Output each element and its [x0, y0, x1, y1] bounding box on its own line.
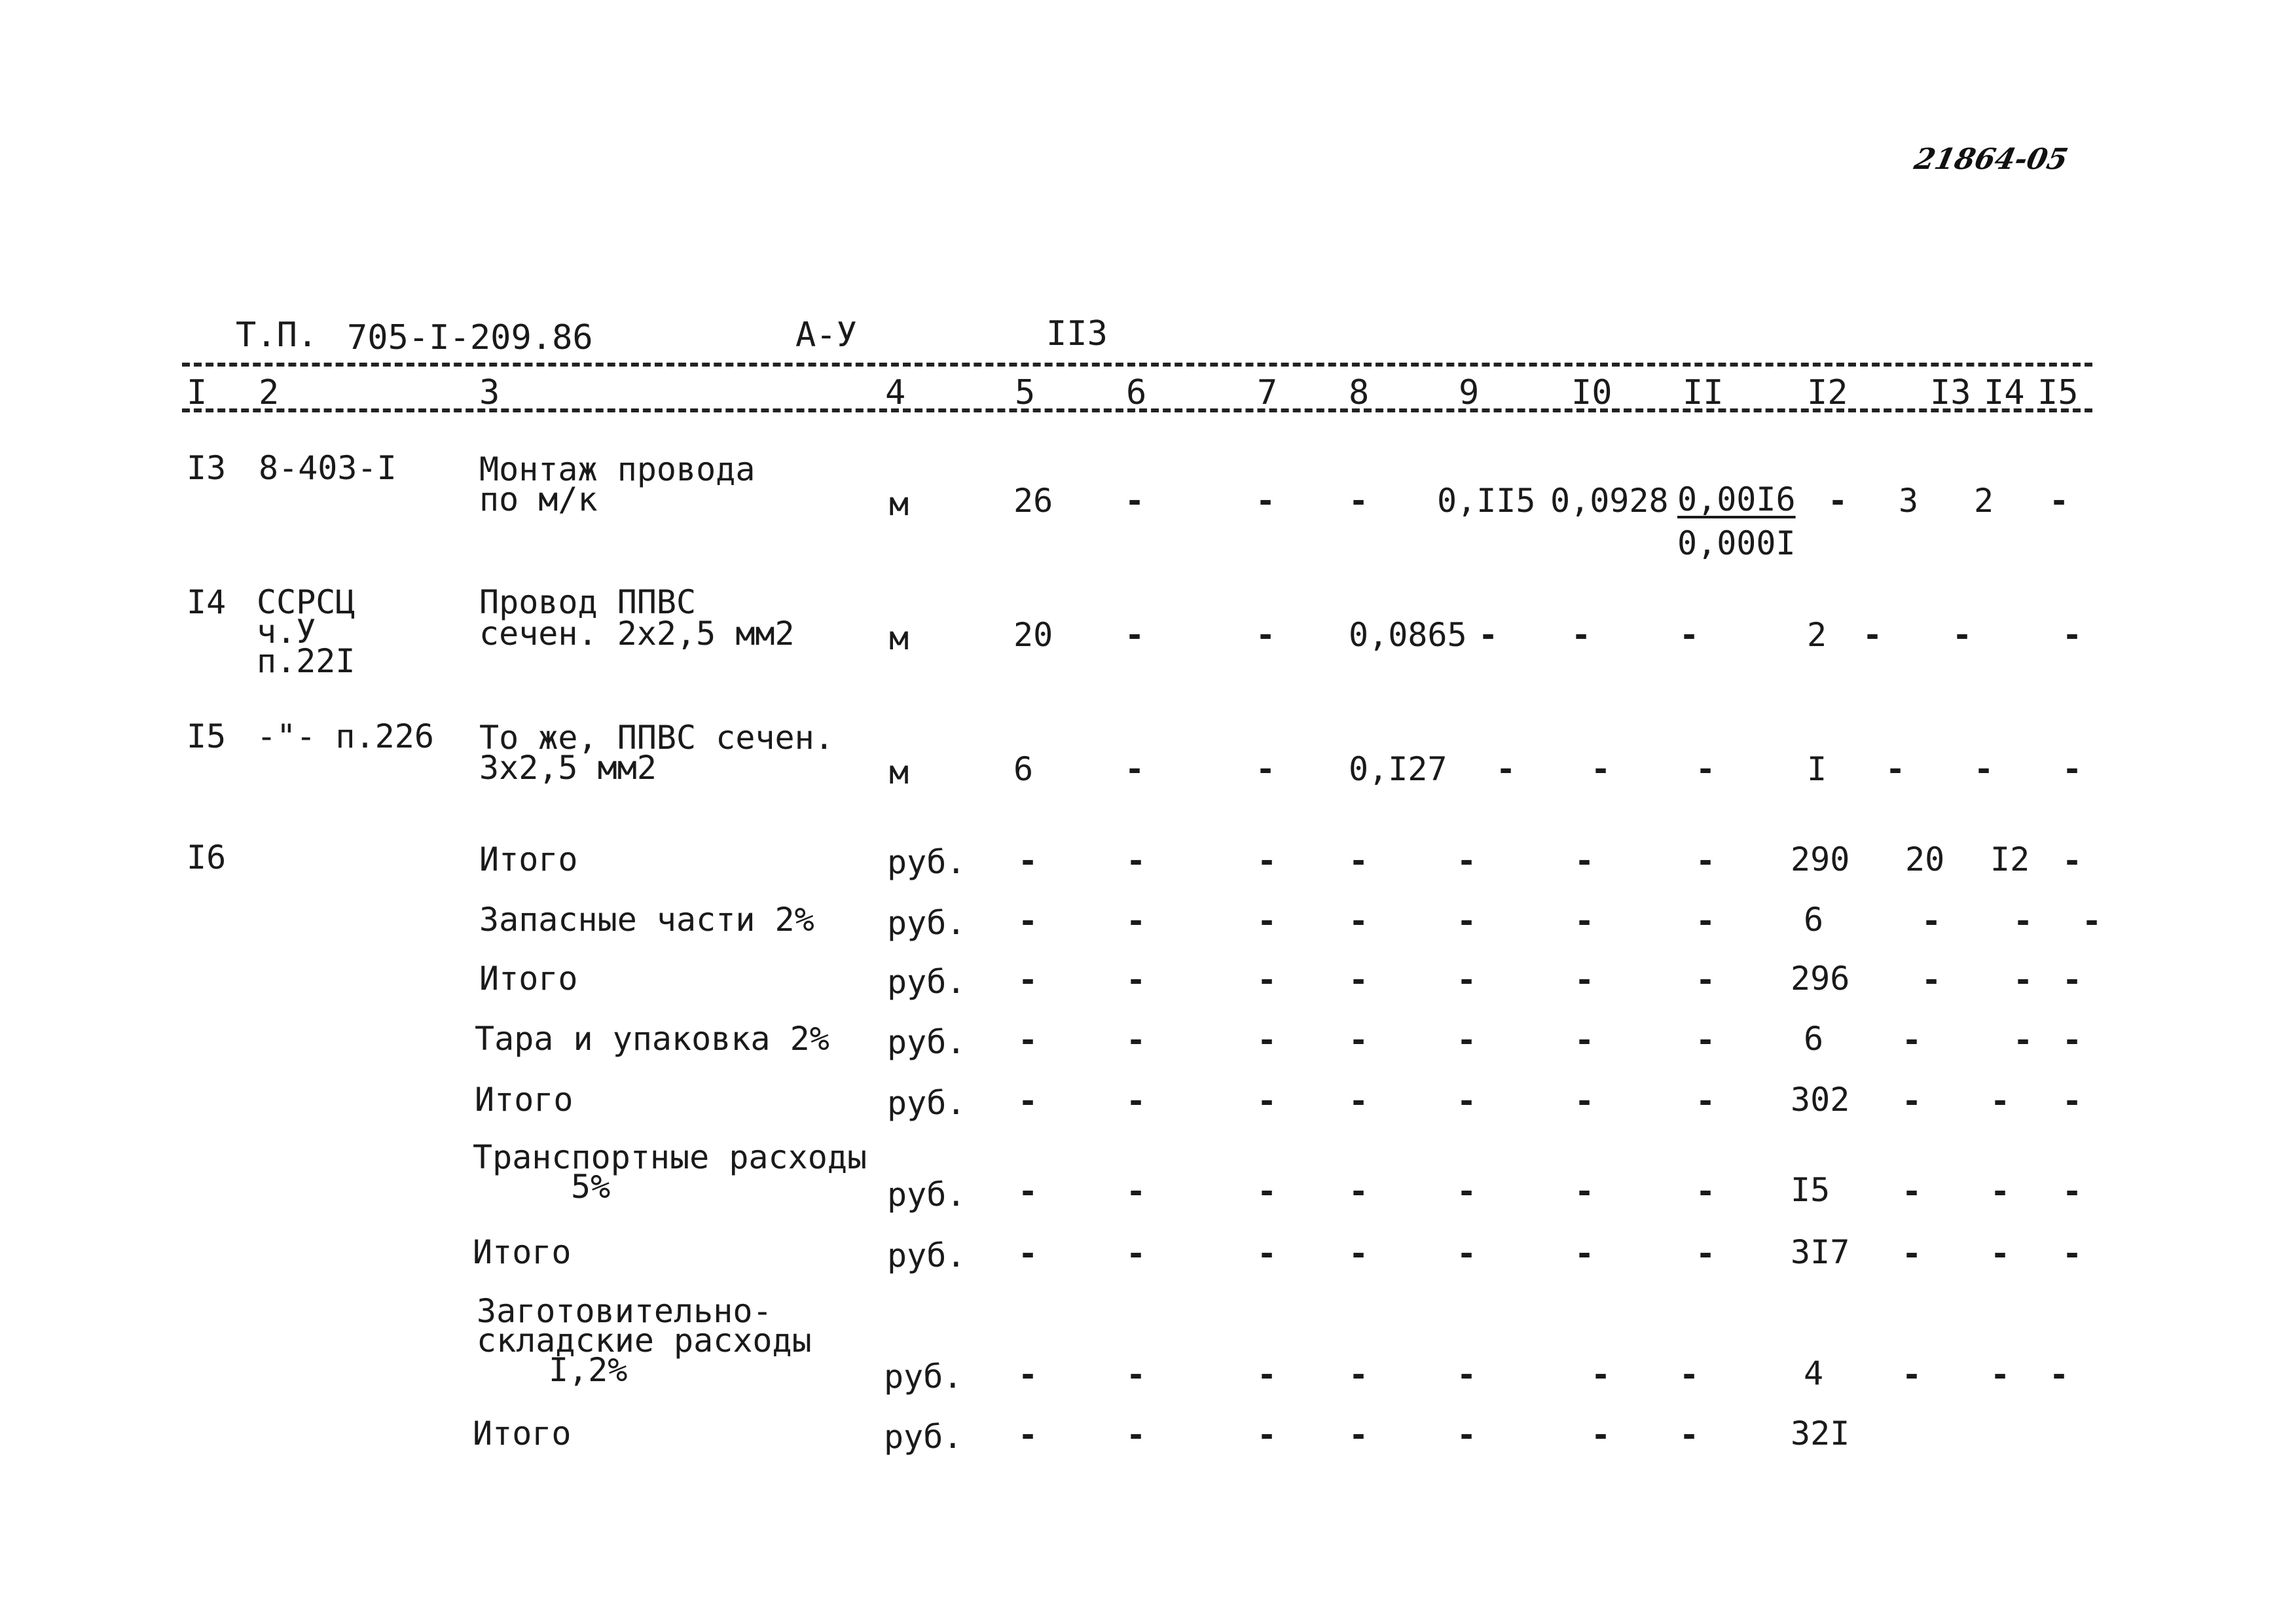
cell-col15: -: [2062, 1235, 2083, 1272]
cell-col5: -: [1018, 1021, 1038, 1059]
cell-col14: -: [1990, 1172, 2011, 1210]
cell-col11: -: [1696, 961, 1716, 999]
totals-label: складские расходы: [477, 1322, 812, 1360]
cell-col7: -: [1257, 1356, 1277, 1394]
cell-col6: -: [1126, 1172, 1146, 1210]
totals-unit: руб.: [884, 1358, 963, 1396]
cell-col10: -: [1575, 1082, 1595, 1120]
column-header-5: 5: [1015, 373, 1036, 412]
row-description: сечен. 2х2,5 мм2: [479, 615, 795, 653]
cell-col15: -: [2062, 1021, 2083, 1059]
cell-col11: -: [1696, 1021, 1716, 1059]
cell-col6: -: [1125, 750, 1145, 788]
cell-col14: 2: [1974, 482, 1994, 520]
cell-col9: -: [1457, 1021, 1477, 1059]
row-reference: -"- п.226: [257, 717, 434, 755]
row-unit: м: [889, 485, 909, 523]
cell-col8: -: [1349, 1172, 1369, 1210]
cell-col10: -: [1591, 1416, 1611, 1454]
cell-col15: -: [2062, 750, 2083, 788]
cell-col12: 4: [1804, 1354, 1824, 1392]
cell-col8: 0,0865: [1349, 616, 1467, 654]
cell-col10: -: [1575, 1235, 1595, 1272]
cell-col9: -: [1457, 842, 1477, 880]
cell-col13: -: [1886, 750, 1906, 788]
cell-col11: -: [1696, 1235, 1716, 1272]
column-header-6: 6: [1126, 373, 1147, 412]
cell-col8: -: [1349, 1082, 1369, 1120]
cell-col14: -: [1974, 750, 1994, 788]
cell-col13: -: [1863, 616, 1883, 654]
section-label: А-У: [795, 316, 857, 355]
cell-col14: -: [1952, 616, 1973, 654]
cell-col5: 20: [1013, 616, 1053, 654]
cell-col7: -: [1256, 482, 1276, 520]
cell-col13: -: [1922, 902, 1942, 940]
cell-col5: -: [1018, 1416, 1038, 1454]
totals-label: 5%: [571, 1168, 611, 1206]
cell-col13: -: [1902, 1082, 1922, 1120]
cell-col8: -: [1349, 1416, 1369, 1454]
cell-col14: -: [2013, 1021, 2033, 1059]
cell-col9: -: [1457, 1082, 1477, 1120]
column-header-15: I5: [2037, 373, 2079, 412]
cell-col14: -: [2013, 902, 2033, 940]
cell-col7: -: [1257, 1416, 1277, 1454]
totals-unit: руб.: [884, 1418, 963, 1456]
cell-col10: -: [1575, 1172, 1595, 1210]
row-description: по м/к: [479, 480, 598, 518]
cell-col7: -: [1257, 842, 1277, 880]
cell-col9: -: [1457, 1172, 1477, 1210]
totals-label: Итого: [479, 840, 578, 878]
cell-col12: 2: [1807, 616, 1827, 654]
row-reference: 8-403-I: [259, 449, 397, 487]
project-number: 705-I-209.86: [347, 318, 593, 357]
cell-col15: -: [2062, 961, 2083, 999]
cell-col6: -: [1126, 1235, 1146, 1272]
column-header-11: II: [1683, 373, 1724, 412]
column-header-9: 9: [1459, 373, 1480, 412]
cell-col12: 3I7: [1791, 1233, 1850, 1271]
cell-col9: -: [1457, 1235, 1477, 1272]
cell-col6: -: [1126, 1021, 1146, 1059]
cell-col13: 3: [1899, 482, 1919, 520]
cell-col6: -: [1126, 1082, 1146, 1120]
cell-col9: -: [1457, 902, 1477, 940]
row-unit: м: [889, 619, 909, 657]
cell-col6: -: [1126, 842, 1146, 880]
cell-col11: -: [1696, 842, 1716, 880]
cell-col5: 26: [1013, 482, 1053, 520]
cell-col10: -: [1591, 1356, 1611, 1394]
cell-col9: -: [1496, 750, 1516, 788]
cell-col8: 0,I27: [1349, 750, 1448, 788]
cell-col13: -: [1922, 961, 1942, 999]
cell-col7: -: [1257, 1082, 1277, 1120]
cell-col5: -: [1018, 1082, 1038, 1120]
cell-col10: -: [1591, 750, 1611, 788]
cell-col8: -: [1349, 842, 1369, 880]
cell-col5: -: [1018, 1356, 1038, 1394]
totals-label: Итого: [473, 1233, 572, 1271]
cell-col11-second: 0,000I: [1677, 524, 1796, 562]
totals-unit: руб.: [887, 1084, 966, 1122]
cell-col15: -: [2062, 1172, 2083, 1210]
cell-col13: -: [1902, 1021, 1922, 1059]
row-number: I4: [187, 583, 227, 621]
row-reference: ч.У: [257, 613, 316, 651]
cell-col9: -: [1457, 1356, 1477, 1394]
cell-col6: -: [1126, 902, 1146, 940]
column-header-8: 8: [1349, 373, 1370, 412]
cell-col11: -: [1696, 1082, 1716, 1120]
row-description: 3х2,5 мм2: [479, 749, 657, 787]
cell-col15: -: [2062, 616, 2083, 654]
totals-label: Тара и упаковка 2%: [475, 1020, 829, 1058]
column-header-3: 3: [479, 373, 500, 412]
totals-label: Итого: [479, 960, 578, 998]
totals-label: Заготовительно-: [477, 1292, 773, 1330]
cell-col11: -: [1679, 1356, 1700, 1394]
cell-col8: -: [1349, 902, 1369, 940]
cell-col6: -: [1126, 1356, 1146, 1394]
row-unit: м: [889, 753, 909, 791]
cell-col7: -: [1257, 961, 1277, 999]
cell-col15: -: [2049, 1356, 2069, 1394]
handwritten-document-number: 21864-05: [1911, 143, 2071, 176]
cell-col13: -: [1902, 1172, 1922, 1210]
column-header-7: 7: [1257, 373, 1278, 412]
cell-col12: -: [1828, 482, 1848, 520]
column-header-1: I: [187, 373, 208, 412]
cell-col10: -: [1571, 616, 1592, 654]
cell-col5: -: [1018, 1172, 1038, 1210]
row-reference: п.22I: [257, 642, 355, 680]
cell-col5: -: [1018, 961, 1038, 999]
totals-label: Запасные части 2%: [479, 901, 814, 939]
cell-col7: -: [1256, 616, 1276, 654]
totals-label: I,2%: [549, 1351, 628, 1389]
cell-col15: -: [2082, 902, 2102, 940]
cell-col8: -: [1349, 961, 1369, 999]
cell-col9: -: [1457, 1416, 1477, 1454]
cell-col8: -: [1349, 1235, 1369, 1272]
cell-col5: -: [1018, 842, 1038, 880]
cell-col15: -: [2049, 482, 2069, 520]
totals-unit: руб.: [887, 904, 966, 942]
cell-col13: 20: [1905, 840, 1945, 878]
cell-col12: 32I: [1791, 1415, 1850, 1453]
cell-col13: -: [1902, 1356, 1922, 1394]
row-description: Провод ППВС: [479, 583, 697, 621]
totals-label: Итого: [475, 1081, 574, 1119]
cell-col14: -: [1990, 1082, 2011, 1120]
cell-col9: 0,II5: [1437, 482, 1536, 520]
cell-col5: 6: [1013, 750, 1034, 788]
column-header-2: 2: [259, 373, 280, 412]
cell-col7: -: [1257, 1172, 1277, 1210]
cell-col14: -: [1990, 1235, 2011, 1272]
cell-col12: 290: [1791, 840, 1850, 878]
row-description: То же, ППВС сечен.: [479, 719, 834, 757]
cell-col8: -: [1349, 1021, 1369, 1059]
cell-col6: -: [1126, 1416, 1146, 1454]
totals-unit: руб.: [887, 1236, 966, 1274]
cell-col6: -: [1126, 961, 1146, 999]
cell-col12: 302: [1791, 1081, 1850, 1119]
cell-col7: -: [1257, 1021, 1277, 1059]
cell-col11: -: [1696, 750, 1716, 788]
code-label: Т.П.: [236, 316, 318, 355]
cell-col10: -: [1575, 1021, 1595, 1059]
column-header-14: I4: [1984, 373, 2025, 412]
page-number: II3: [1046, 314, 1108, 353]
cell-col13: -: [1902, 1235, 1922, 1272]
totals-unit: руб.: [887, 843, 966, 881]
row-number: I3: [187, 449, 227, 487]
row-reference: ССРСЦ: [257, 583, 355, 621]
cell-col7: -: [1257, 1235, 1277, 1272]
cell-col14: -: [2013, 961, 2033, 999]
cell-col11: 0,00I6: [1677, 480, 1796, 518]
totals-row-number: I6: [187, 839, 227, 876]
cell-col7: -: [1257, 902, 1277, 940]
row-description: Монтаж провода: [479, 450, 756, 488]
totals-unit: руб.: [887, 1023, 966, 1061]
cell-col11: -: [1679, 1416, 1700, 1454]
cell-col8: -: [1349, 1356, 1369, 1394]
cell-col7: -: [1256, 750, 1276, 788]
cell-col10: 0,0928: [1550, 482, 1669, 520]
totals-unit: руб.: [887, 963, 966, 1001]
cell-col12: I: [1807, 750, 1827, 788]
column-header-10: I0: [1571, 373, 1613, 412]
cell-col15: -: [2062, 1082, 2083, 1120]
cell-col12: 6: [1804, 901, 1824, 939]
cell-col10: -: [1575, 902, 1595, 940]
row-number: I5: [187, 717, 227, 755]
cell-col15: -: [2062, 842, 2083, 880]
cell-col6: -: [1125, 616, 1145, 654]
column-header-4: 4: [885, 373, 906, 412]
cell-col5: -: [1018, 1235, 1038, 1272]
totals-label: Итого: [473, 1415, 572, 1453]
cell-col11: -: [1696, 1172, 1716, 1210]
cell-col14: -: [1990, 1356, 2011, 1394]
cell-col12: 6: [1804, 1020, 1824, 1058]
cell-col11: -: [1696, 902, 1716, 940]
cell-col9: -: [1478, 616, 1499, 654]
cell-col12: 296: [1791, 960, 1850, 998]
cell-col5: -: [1018, 902, 1038, 940]
column-header-13: I3: [1930, 373, 1971, 412]
header-top-rule: [182, 363, 2092, 367]
cell-col6: -: [1125, 482, 1145, 520]
cell-col10: -: [1575, 961, 1595, 999]
cell-col8: -: [1349, 482, 1369, 520]
cell-col12: I5: [1791, 1171, 1831, 1209]
totals-label: Транспортные расходы: [473, 1138, 867, 1176]
column-header-12: I2: [1807, 373, 1848, 412]
cell-col9: -: [1457, 961, 1477, 999]
cell-col10: -: [1575, 842, 1595, 880]
totals-unit: руб.: [887, 1176, 966, 1214]
cell-col11: -: [1679, 616, 1700, 654]
cell-col14: I2: [1990, 840, 2030, 878]
